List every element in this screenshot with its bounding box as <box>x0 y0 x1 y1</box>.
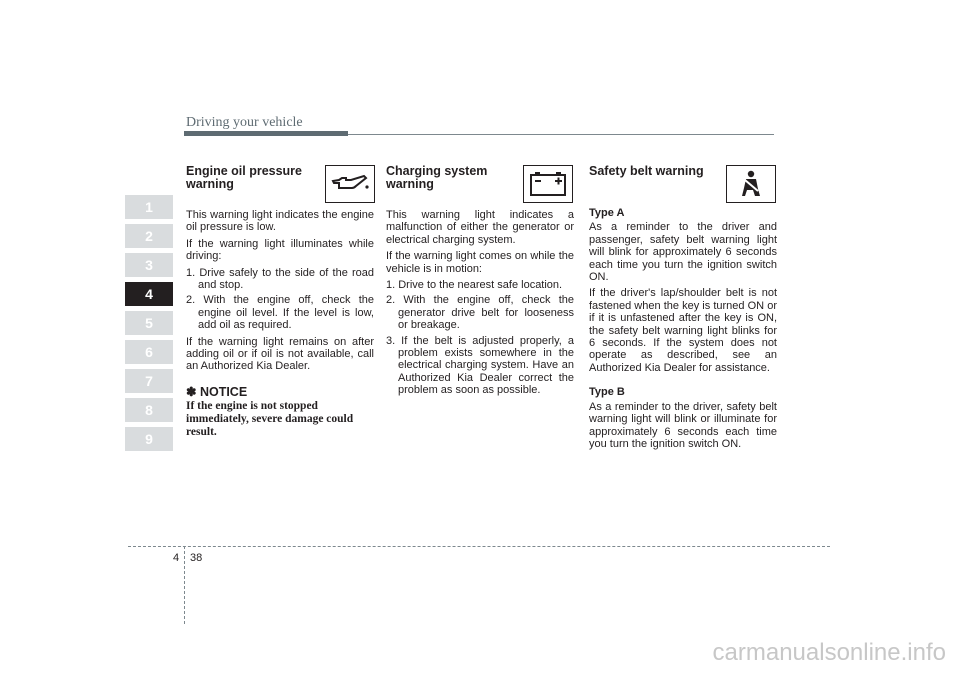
footer-vertical-divider <box>184 546 185 624</box>
chapter-tab-5[interactable]: 5 <box>125 311 173 335</box>
paragraph: This warning light indicates the engine oil pressure is low. <box>186 209 374 234</box>
footer-divider <box>128 546 830 547</box>
seat-belt-section <box>589 165 777 454</box>
steps-list <box>186 267 374 332</box>
chapter-tab-2[interactable]: 2 <box>125 224 173 248</box>
footer-section-number: 4 <box>173 552 180 564</box>
header-bar <box>184 131 348 136</box>
battery-icon <box>523 165 573 203</box>
oil-can-icon <box>325 165 375 203</box>
page-header-title: Driving your vehicle <box>186 115 303 130</box>
notice-title: ✽ NOTICE <box>186 384 248 399</box>
chapter-tab-1[interactable]: 1 <box>125 195 173 219</box>
charging-section <box>386 165 574 401</box>
section-heading: Safety belt warning <box>589 164 704 178</box>
chapter-tab-8[interactable]: 8 <box>125 398 173 422</box>
list-item: 3. If the belt is adjusted properly, a problem exists somewhere in the electrical charging system. Have an Authorized Kia Dealer correct the problem as soon as possible. <box>386 334 574 397</box>
chapter-tab-4[interactable]: 4 <box>125 282 173 306</box>
section-heading: Engine oil pressure warning <box>186 164 303 191</box>
paragraph: If the driver's lap/shoulder belt is not fastened when the key is turned ON or if it is unfastened after the key is ON, the safety belt warning light blinks for 6 seconds. If the system does not operate as described, see an Authorized Kia Dealer for assistance. <box>589 287 777 374</box>
type-b-label: Type B <box>589 386 625 399</box>
header-divider <box>348 134 774 135</box>
notice-text: If the engine is not stopped immediately, severe damage could result. <box>186 400 354 439</box>
list-item: 2. With the engine off, check the engine oil level. If the level is low, add oil as required. <box>186 294 374 332</box>
steps-list <box>386 279 574 397</box>
paragraph: If the warning light illuminates while driving: <box>186 237 374 263</box>
chapter-tab-6[interactable]: 6 <box>125 340 173 364</box>
chapter-tabs <box>125 195 173 456</box>
footer-page-number: 38 <box>190 552 203 564</box>
list-item: 2. With the engine off, check the generator drive belt for looseness or breakage. <box>386 294 574 332</box>
list-item: 1. Drive to the nearest safe location. <box>386 279 563 292</box>
section-heading: Charging system warning <box>386 164 488 191</box>
engine-oil-section <box>186 165 374 439</box>
paragraph: As a reminder to the driver and passenger, safety belt warning light will blink for approximately 6 seconds each time you turn the ignition switch ON. <box>589 221 777 284</box>
seat-belt-icon <box>726 165 776 203</box>
paragraph: If the warning light remains on after adding oil or if oil is not available, call an Authorized Kia Dealer. <box>186 335 374 373</box>
chapter-tab-9[interactable]: 9 <box>125 427 173 451</box>
paragraph: As a reminder to the driver, safety belt warning light will blink or illuminate for approximately 6 seconds each time you turn the ignition switch ON. <box>589 400 777 450</box>
type-a-label: Type A <box>589 207 625 219</box>
watermark: carmanualsonline.info <box>712 639 946 666</box>
list-item: 1. Drive safely to the side of the road and stop. <box>186 266 374 292</box>
paragraph: This warning light indicates a malfunction of either the generator or electrical charging system. <box>386 209 574 246</box>
chapter-tab-3[interactable]: 3 <box>125 253 173 277</box>
paragraph: If the warning light comes on while the vehicle is in motion: <box>386 250 574 275</box>
chapter-tab-7[interactable]: 7 <box>125 369 173 393</box>
